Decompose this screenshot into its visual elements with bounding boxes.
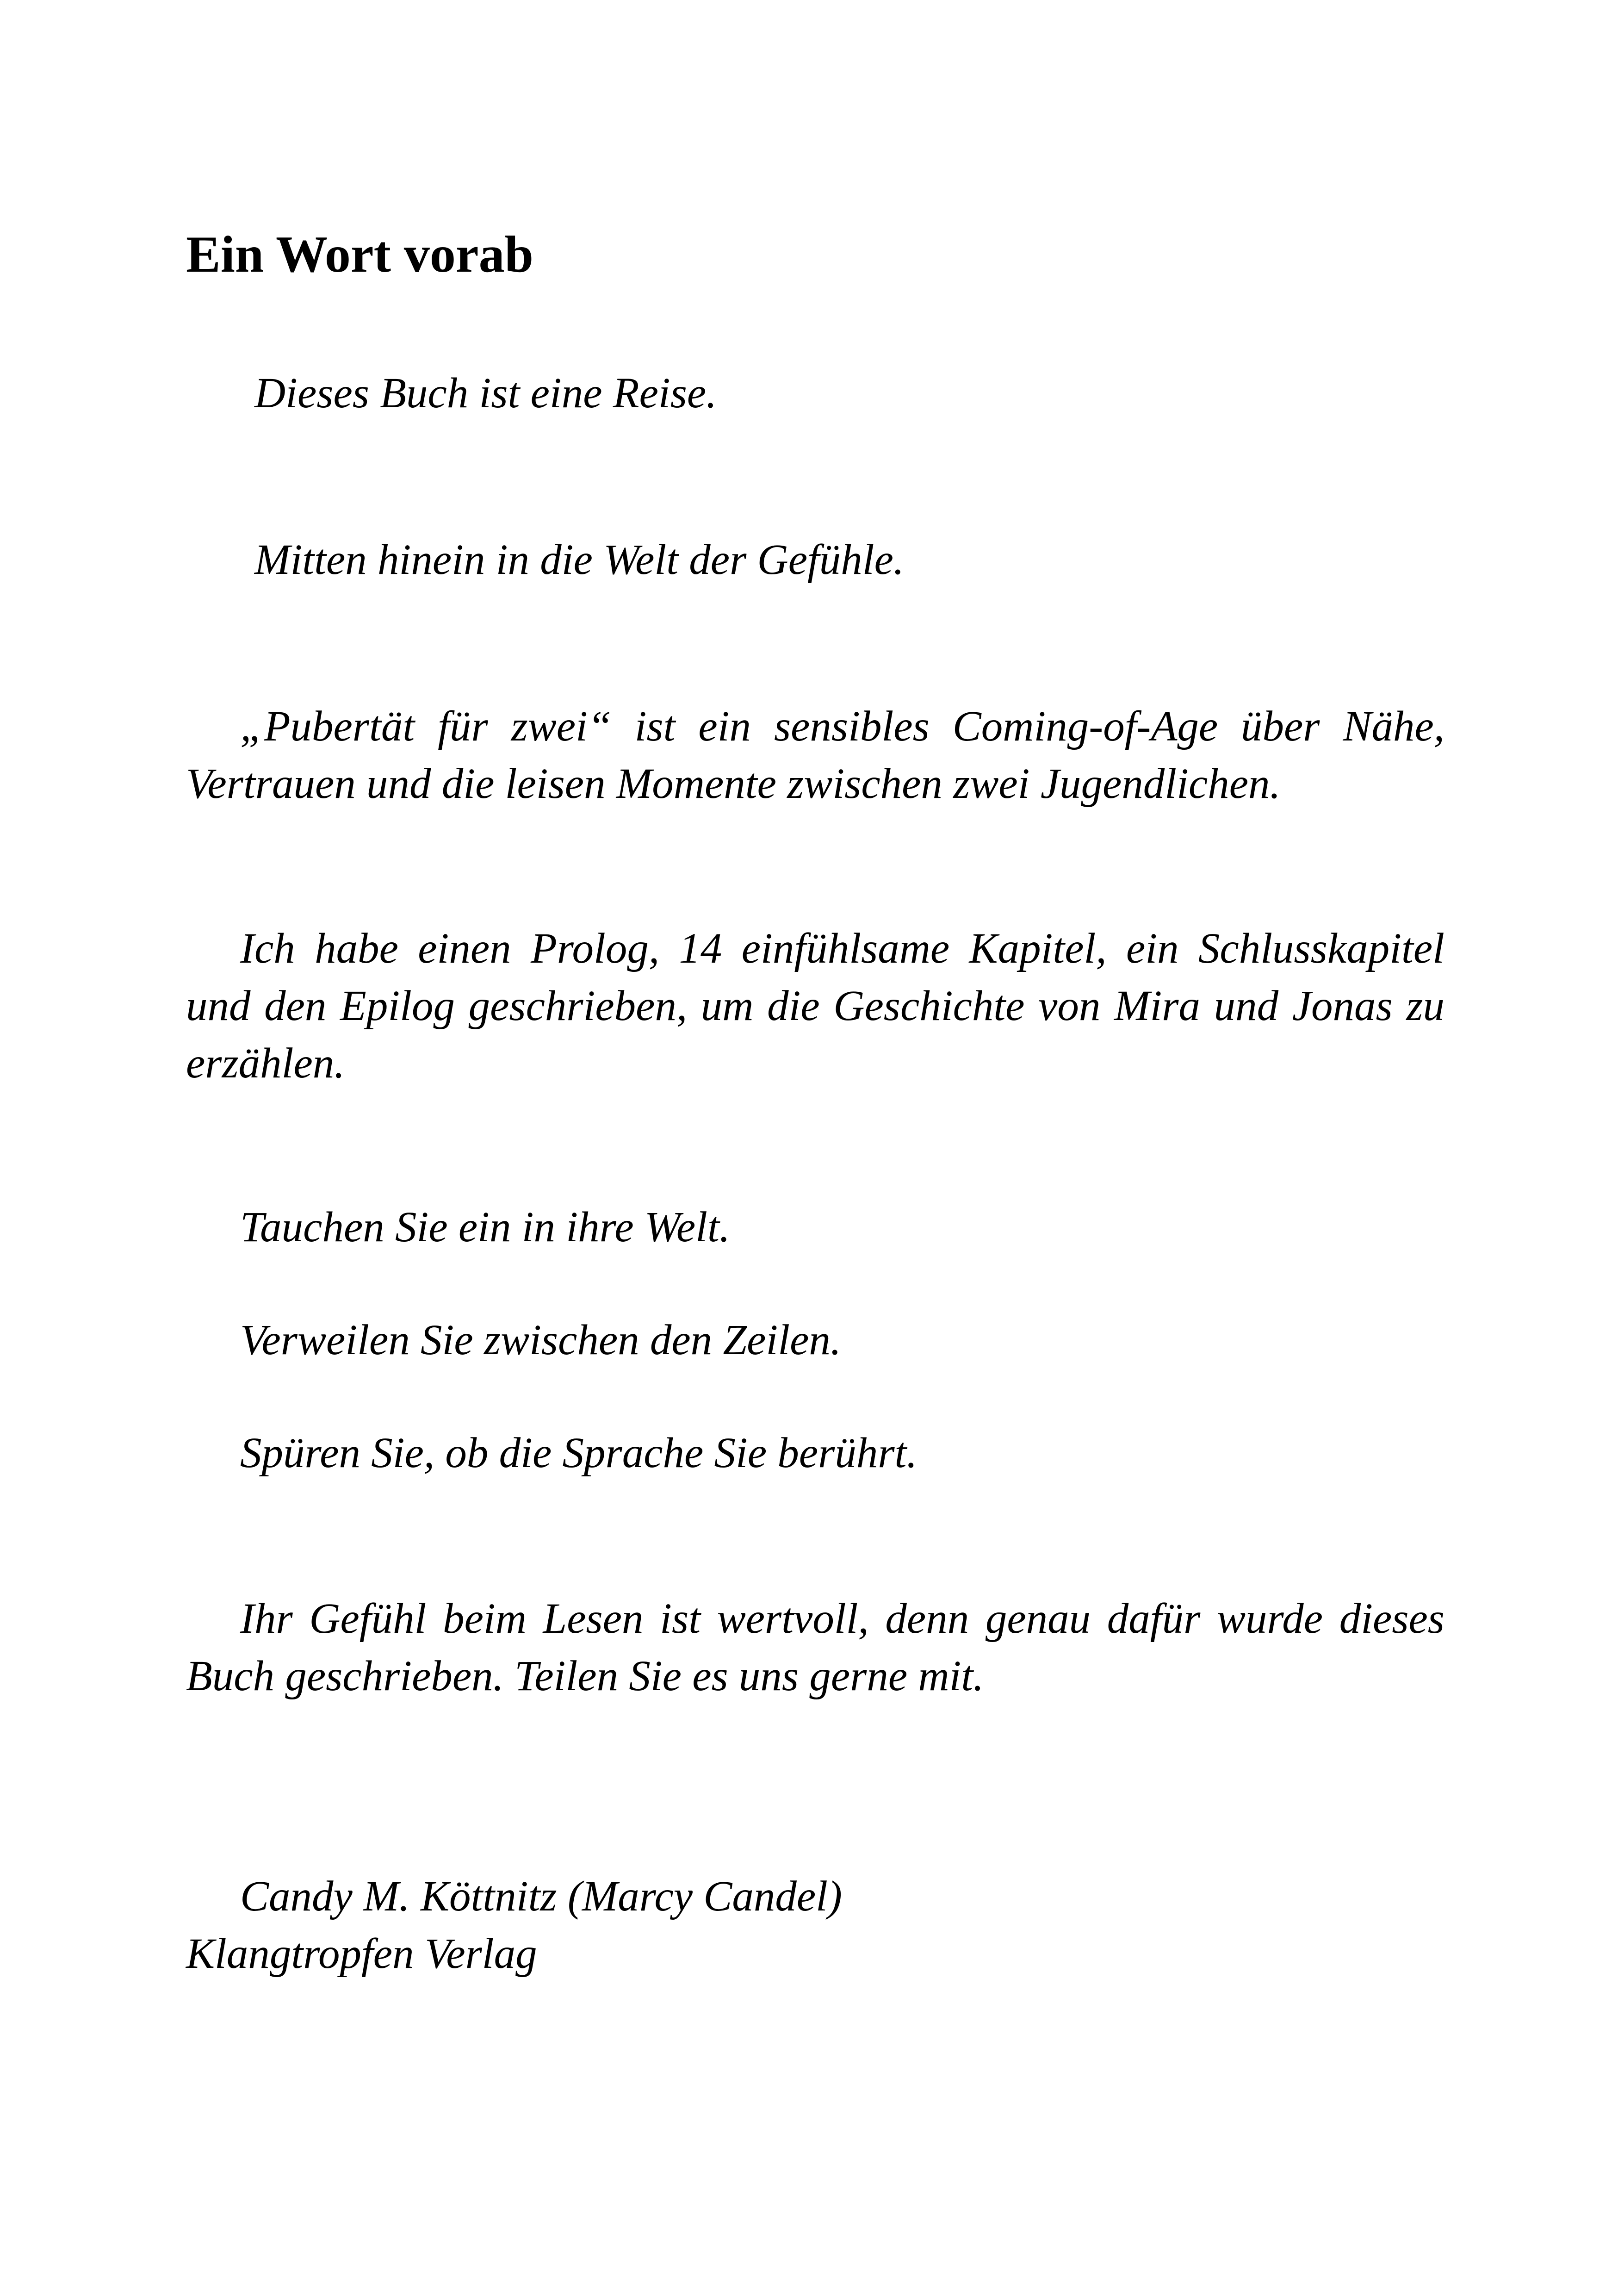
paragraph-7: Spüren Sie, ob die Sprache Sie berührt. xyxy=(240,1429,917,1477)
paragraph-5: Tauchen Sie ein in ihre Welt. xyxy=(240,1203,731,1251)
paragraph-2: Mitten hinein in die Welt der Gefühle. xyxy=(254,536,905,584)
signature-block xyxy=(186,1868,842,1983)
paragraph-8: Ihr Gefühl beim Lesen ist wertvoll, denn genau dafür wurde dieses Buch geschrieben. Teilen Sie es uns gerne mit. xyxy=(186,1595,1444,1700)
page-title: Ein Wort vorab xyxy=(186,226,533,283)
paragraph-4: Ich habe einen Prolog, 14 einfühlsame Kapitel, ein Schlusskapitel und den Epilog geschrieben, um die Geschichte von Mira und Jonas zu erzählen. xyxy=(186,925,1444,1087)
paragraph-6: Verweilen Sie zwischen den Zeilen. xyxy=(240,1316,842,1364)
signature-author: Candy M. Köttnitz (Marcy Candel) xyxy=(240,1873,842,1920)
paragraph-3: „Pubertät für zwei“ ist ein sensibles Coming-of-Age über Nähe, Vertrauen und die leisen Momente zwischen zwei Jugendlichen. xyxy=(186,703,1444,808)
paragraph-1: Dieses Buch ist eine Reise. xyxy=(254,369,717,417)
signature-publisher: Klangtropfen Verlag xyxy=(186,1930,537,1978)
